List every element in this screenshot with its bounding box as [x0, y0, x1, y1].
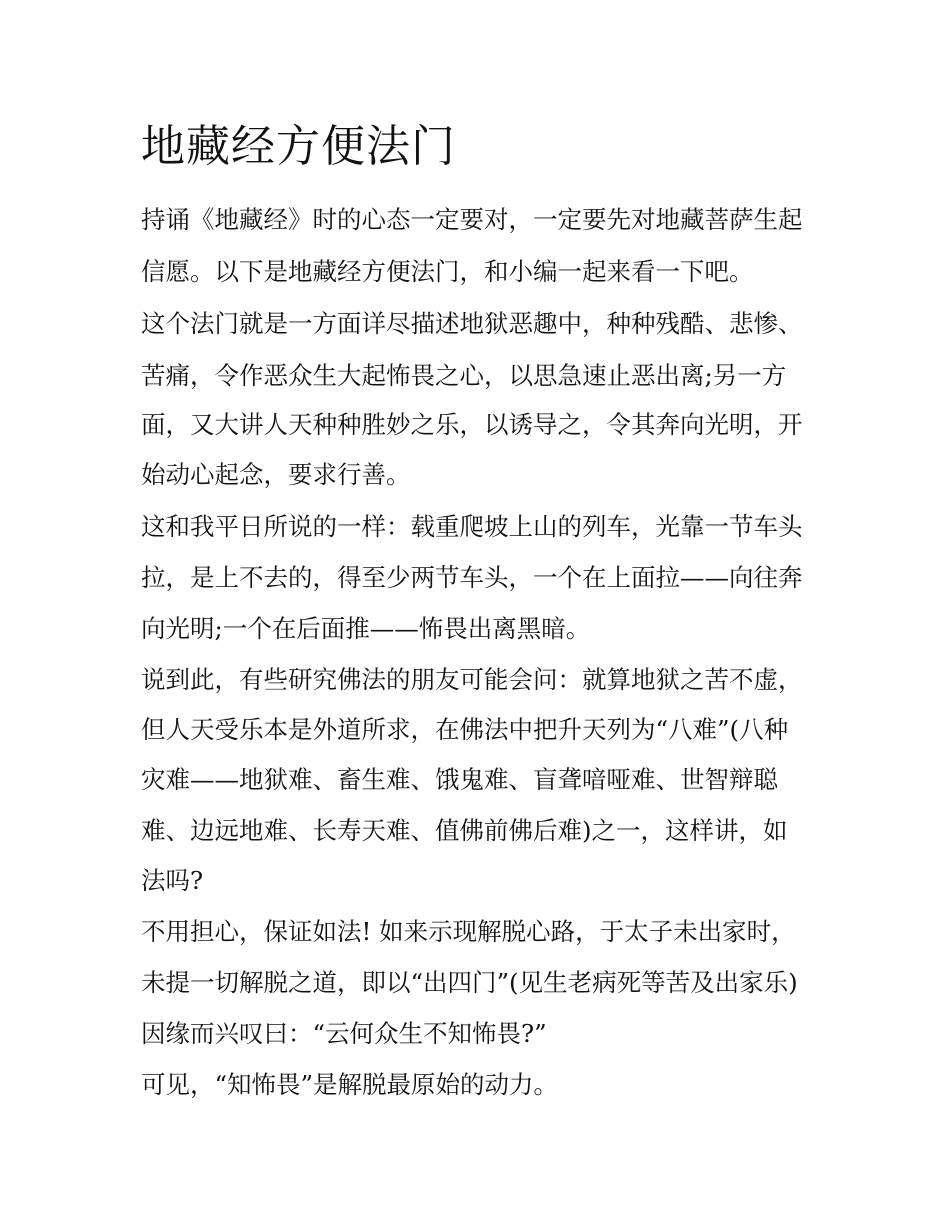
paragraph-line: 说到此，有些研究佛法的朋友可能会问：就算地狱之苦不虚，	[141, 665, 803, 694]
paragraph-line: 但人天受乐本是外道所求，在佛法中把升天列为“八难”(八种	[141, 715, 789, 744]
document-title: 地藏经方便法门	[141, 121, 456, 172]
paragraph-line: 灾难——地狱难、畜生难、饿鬼难、盲聋喑哑难、世智辩聪	[141, 765, 778, 794]
paragraph-line: 不用担心，保证如法! 如来示现解脱心路，于太子未出家时，	[141, 917, 796, 946]
paragraph-line: 信愿。以下是地藏经方便法门，和小编一起来看一下吧。	[141, 257, 754, 286]
paragraph-line: 这和我平日所说的一样：载重爬坡上山的列车，光靠一节车头	[141, 512, 803, 541]
paragraph-line: 苦痛，令作恶众生大起怖畏之心，以思急速止恶出离;另一方	[141, 361, 787, 390]
paragraph-line: 面，又大讲人天种种胜妙之乐，以诱导之，令其奔向光明，开	[141, 410, 803, 439]
paragraph-line: 拉，是上不去的，得至少两节车头，一个在上面拉——向往奔	[141, 563, 803, 592]
paragraph-line: 始动心起念，要求行善。	[141, 460, 411, 489]
paragraph-line: 向光明;一个在后面推——怖畏出离黑暗。	[141, 614, 591, 643]
paragraph-line: 因缘而兴叹曰：“云何众生不知怖畏?”	[141, 1019, 547, 1048]
paragraph-line: 法吗?	[141, 866, 204, 895]
paragraph-line: 可见，“知怖畏”是解脱最原始的动力。	[141, 1070, 559, 1099]
paragraph-line: 持诵《地藏经》时的心态一定要对，一定要先对地藏菩萨生起	[141, 205, 803, 234]
paragraph-line: 这个法门就是一方面详尽描述地狱恶趣中，种种残酷、悲惨、	[141, 309, 803, 338]
paragraph-line: 难、边远地难、长寿天难、值佛前佛后难)之一，这样讲，如	[141, 816, 788, 845]
paragraph-line: 未提一切解脱之道，即以“出四门”(见生老病死等苦及出家乐)	[141, 968, 798, 997]
